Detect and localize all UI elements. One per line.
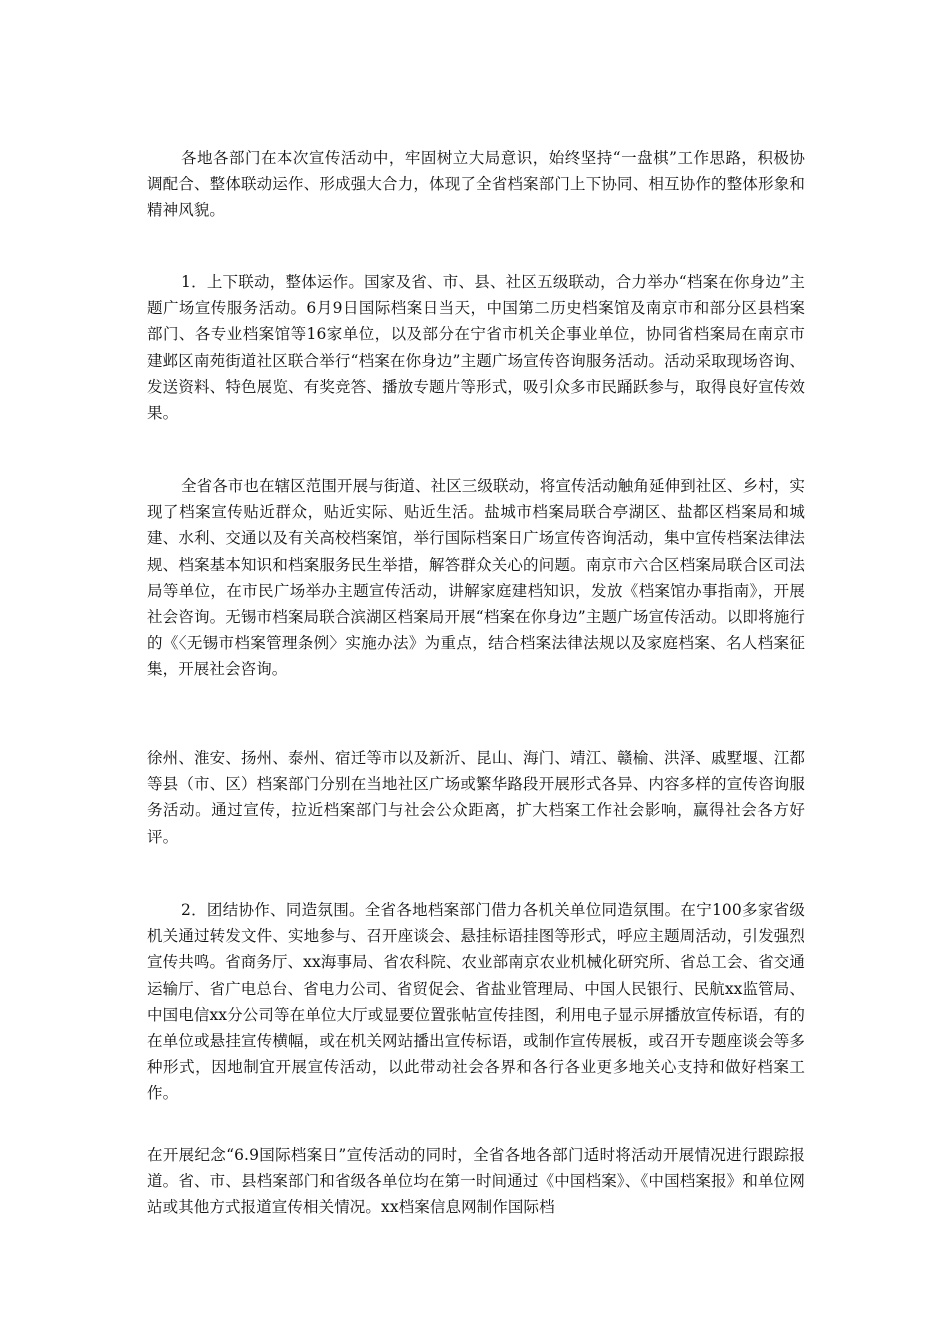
paragraph-unity-intro: 各地各部门在本次宣传活动中，牢固树立大局意识，始终坚持“一盘棋”工作思路，积极协调配合、整体联动运作、形成强大合力，体现了全省档案部门上下协同、相互协作的整体形象和精神风貌。	[147, 149, 805, 220]
document-page	[147, 0, 805, 1344]
paragraph-cooperation: 2．团结协作、同造氛围。全省各地档案部门借力各机关单位同造氛围。在宁100多家省级机关通过转发文件、实地参与、召开座谈会、悬挂标语挂图等形式，呼应主题周活动，引发强烈宣传共鸣。省商务厅、xx海事局、省农科院、农业部南京农业机械化研究所、省总工会、省交通运输厅、省广电总台、省电力公司、省贸促会、省盐业管理局、中国人民银行、民航xx监管局、中国电信xx分公司等在单位大厅或显要位置张帖宣传挂图，利用电子显示屏播放宣传标语，有的在单位或悬挂宣传横幅，或在机关网站播出宣传标语，或制作宣传展板，或召开专题座谈会等多种形式，因地制宜开展宣传活动，以此带动社会各界和各行各业更多地关心支持和做好档案工作。	[147, 901, 805, 1103]
paragraph-reporting: 在开展纪念“6.9国际档案日”宣传活动的同时，全省各地各部门适时将活动开展情况进行跟踪报道。省、市、县档案部门和省级各单位均在第一时间通过《中国档案》、《中国档案报》和单位网站或其他方式报道宣传相关情况。xx档案信息网制作国际档	[147, 1146, 805, 1217]
paragraph-other-cities: 徐州、淮安、扬州、泰州、宿迁等市以及新沂、昆山、海门、靖江、赣榆、洪泽、戚墅堰、江都等县（市、区）档案部门分别在当地社区广场或繁华路段开展形式各异、内容多样的宣传咨询服务活动。通过宣传，拉近档案部门与社会公众距离，扩大档案工作社会影响，赢得社会各方好评。	[147, 749, 805, 846]
paragraph-linkage: 1．上下联动，整体运作。国家及省、市、县、社区五级联动，合力举办“档案在你身边”主题广场宣传服务活动。6月9日国际档案日当天，中国第二历史档案馆及南京市和部分区县档案部门、各专业档案馆等16家单位，以及部分在宁省市机关企事业单位，协同省档案局在南京市建邺区南苑街道社区联合举行“档案在你身边”主题广场宣传咨询服务活动。活动采取现场咨询、发送资料、特色展览、有奖竞答、播放专题片等形式，吸引众多市民踊跃参与，取得良好宣传效果。	[147, 273, 805, 423]
paragraph-cities-linkage: 全省各市也在辖区范围开展与街道、社区三级联动，将宣传活动触角延伸到社区、乡村，实现了档案宣传贴近群众，贴近实际、贴近生活。盐城市档案局联合亭湖区、盐都区档案局和城建、水利、交通以及有关高校档案馆，举行国际档案日广场宣传咨询活动，集中宣传档案法律法规、档案基本知识和档案服务民生举措，解答群众关心的问题。南京市六合区档案局联合区司法局等单位，在市民广场举办主题宣传活动，讲解家庭建档知识，发放《档案馆办事指南》，开展社会咨询。无锡市档案局联合滨湖区档案局开展“档案在你身边”主题广场宣传活动。以即将施行的《〈无锡市档案管理条例〉实施办法》为重点，结合档案法律法规以及家庭档案、名人档案征集，开展社会咨询。	[147, 477, 806, 679]
